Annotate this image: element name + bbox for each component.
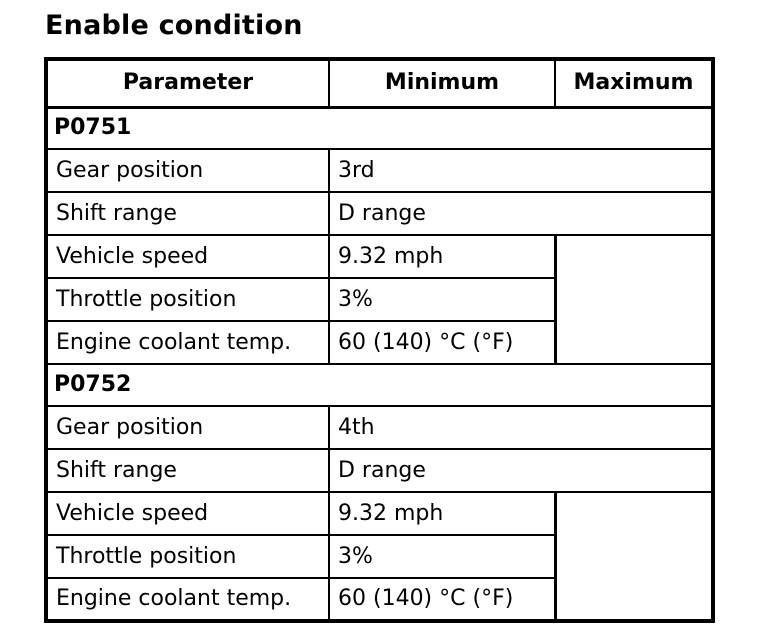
group-code: P0752 xyxy=(46,364,713,406)
page-title: Enable condition xyxy=(45,10,303,41)
group-code: P0751 xyxy=(46,107,713,149)
enable-condition-table xyxy=(44,57,715,623)
header-minimum: Minimum xyxy=(329,59,555,107)
parameter-cell: Throttle position xyxy=(46,535,329,578)
header-maximum: Maximum xyxy=(555,59,713,107)
table-row xyxy=(46,406,713,449)
minimum-cell: D range xyxy=(329,449,713,492)
parameter-cell: Vehicle speed xyxy=(46,235,329,278)
group-row xyxy=(46,107,713,149)
header-parameter: Parameter xyxy=(46,59,329,107)
table-row xyxy=(46,192,713,235)
minimum-cell: 60 (140) °C (°F) xyxy=(329,321,555,364)
parameter-cell: Gear position xyxy=(46,406,329,449)
parameter-cell: Shift range xyxy=(46,449,329,492)
group-row xyxy=(46,364,713,406)
table-row xyxy=(46,149,713,192)
minimum-cell: 3% xyxy=(329,278,555,321)
parameter-cell: Vehicle speed xyxy=(46,492,329,535)
minimum-cell: 9.32 mph xyxy=(329,235,555,278)
minimum-cell: D range xyxy=(329,192,713,235)
maximum-empty-cell xyxy=(555,492,713,621)
minimum-cell: 60 (140) °C (°F) xyxy=(329,578,555,621)
parameter-cell: Gear position xyxy=(46,149,329,192)
minimum-cell: 4th xyxy=(329,406,713,449)
minimum-cell: 3rd xyxy=(329,149,713,192)
parameter-cell: Engine coolant temp. xyxy=(46,321,329,364)
table-row xyxy=(46,492,713,535)
minimum-cell: 3% xyxy=(329,535,555,578)
table-row xyxy=(46,449,713,492)
maximum-empty-cell xyxy=(555,235,713,364)
table-row xyxy=(46,235,713,278)
parameter-cell: Shift range xyxy=(46,192,329,235)
header-row xyxy=(46,59,713,107)
parameter-cell: Throttle position xyxy=(46,278,329,321)
parameter-cell: Engine coolant temp. xyxy=(46,578,329,621)
minimum-cell: 9.32 mph xyxy=(329,492,555,535)
